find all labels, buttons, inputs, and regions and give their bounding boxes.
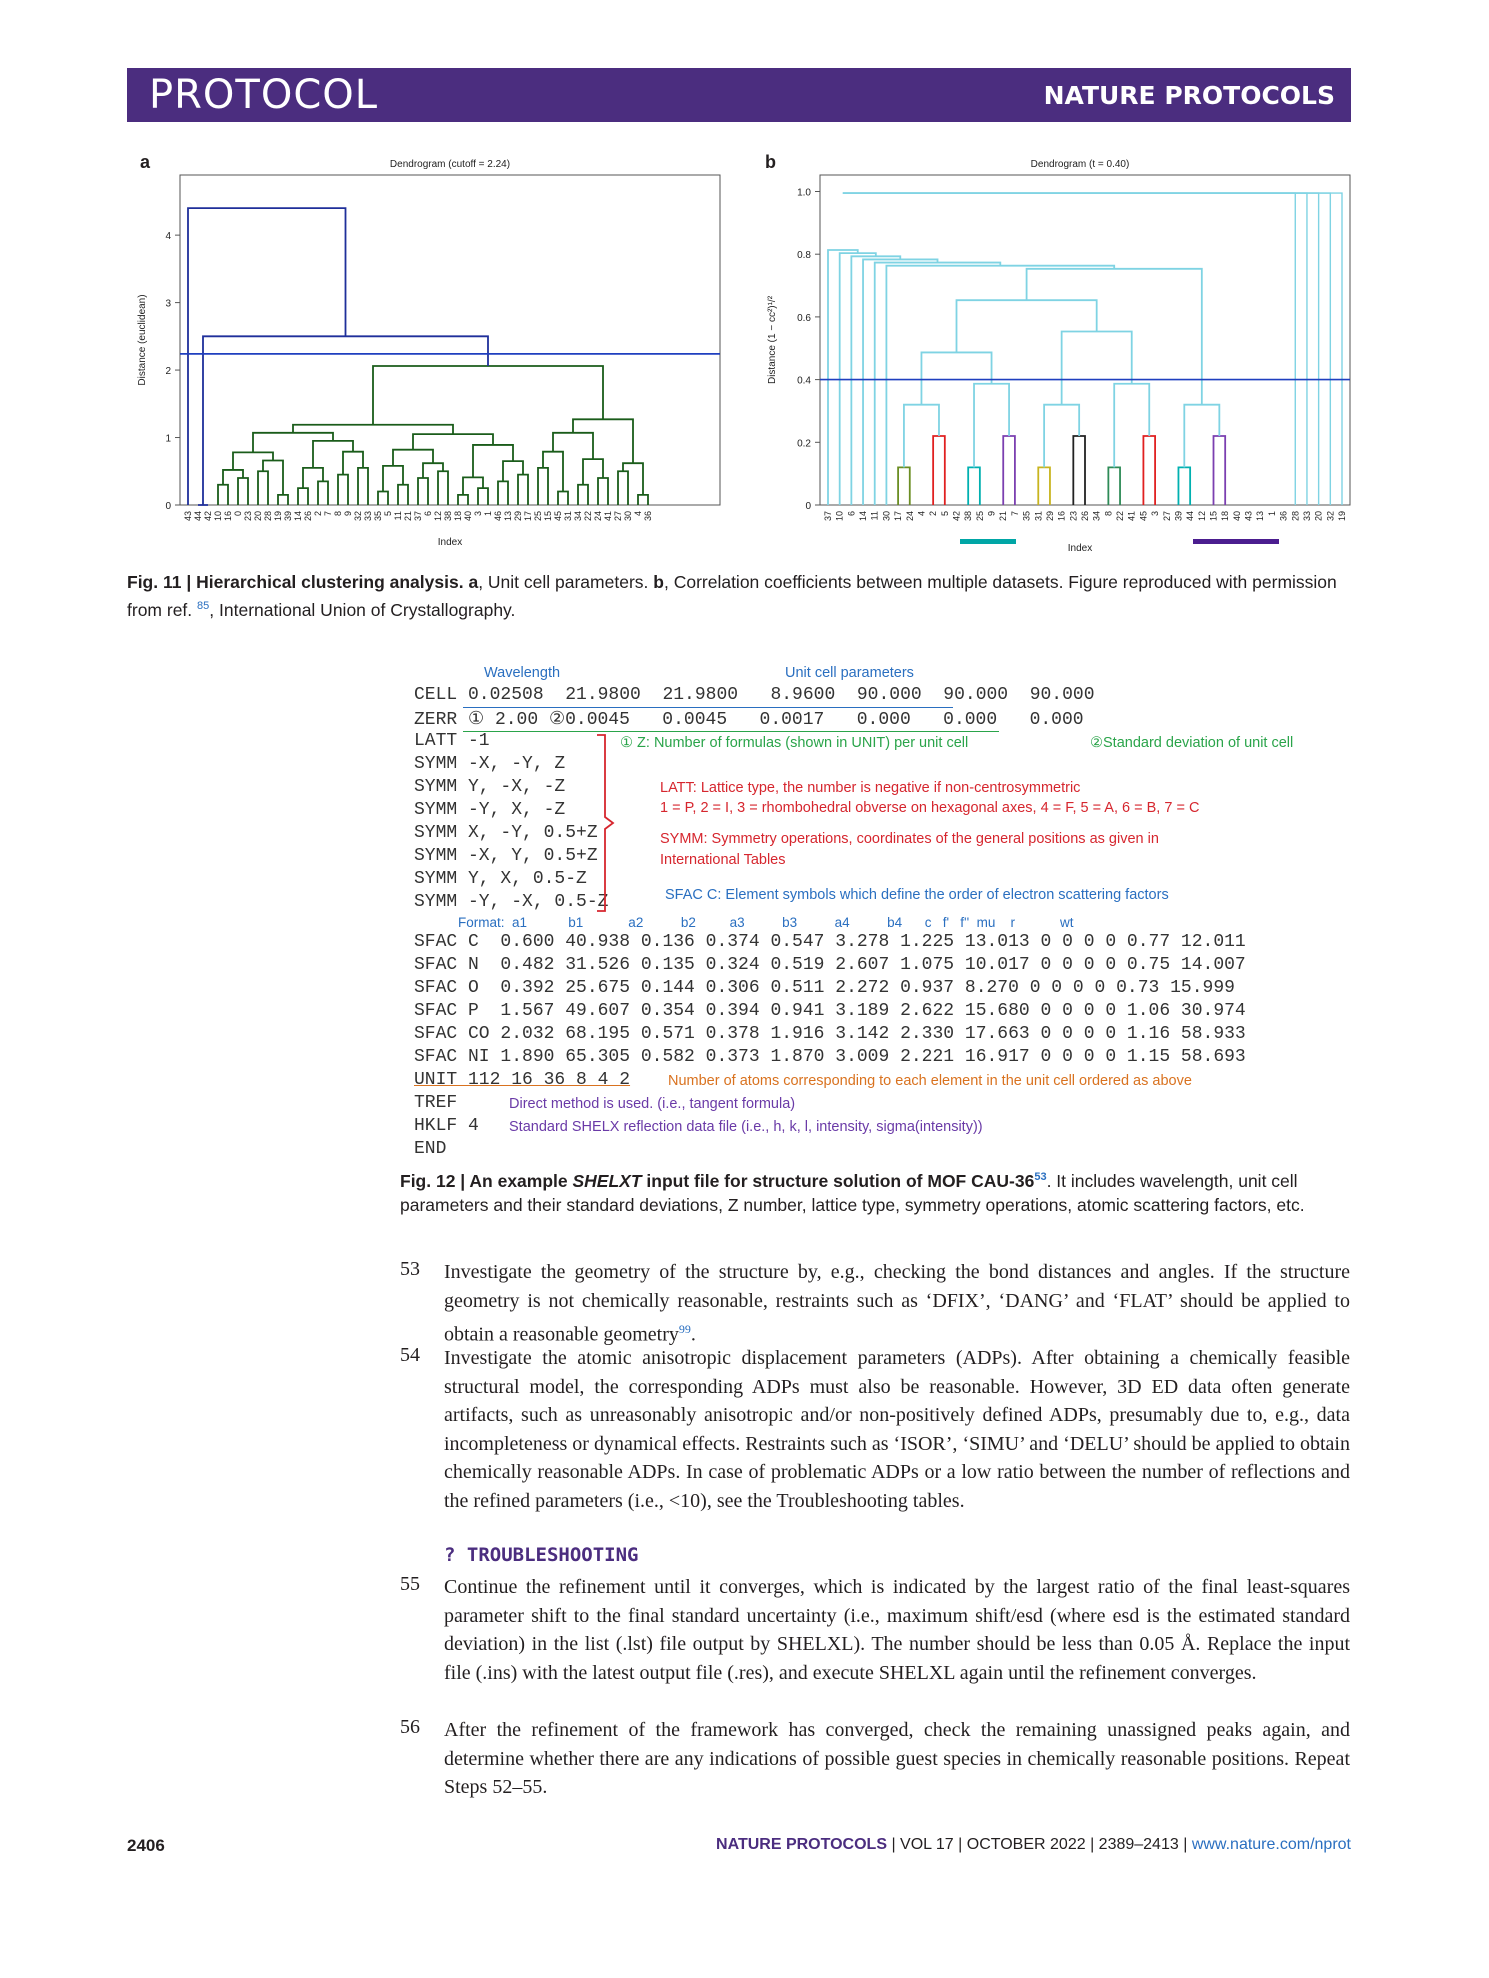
leaf-label: 24 <box>904 511 915 522</box>
y-tick-label: 0.4 <box>797 375 811 387</box>
y-tick-label: 2 <box>165 366 171 378</box>
leaf-label: 9 <box>343 511 353 517</box>
dendro-link <box>598 478 608 505</box>
dendro-link <box>378 492 388 505</box>
dendro-link <box>578 485 588 505</box>
dendro-link <box>933 436 945 505</box>
dendro-link <box>843 193 1319 505</box>
dendro-link <box>538 468 548 505</box>
fig11-caption <box>127 570 1351 622</box>
symm-line-5: SYMM -X, Y, 0.5+Z <box>414 846 598 866</box>
step-53-text <box>444 1258 1350 1349</box>
leaf-label: 37 <box>413 511 423 522</box>
leaf-label: 18 <box>1220 511 1231 522</box>
leaf-label: 11 <box>393 511 403 521</box>
dendro-link <box>258 471 268 505</box>
leaf-label: 40 <box>463 511 473 522</box>
dendro-link <box>638 495 648 505</box>
fig12-caption-label: Fig. 12 | An example <box>400 1170 573 1191</box>
tref-line: TREF <box>414 1093 458 1113</box>
leaf-label: 44 <box>1185 511 1196 522</box>
step-53-body: Investigate the geometry of the structure by, e.g., checking the bond distances and angles. If the structure geometry is not chemically reasonable, restraints such as ‘DFIX’, ‘DANG’ and ‘FLAT’ should be applied to obtain a reasonable geometry <box>444 1261 1350 1346</box>
footer-url[interactable]: www.nature.com/nprot <box>1191 1836 1351 1853</box>
dendro-link <box>438 471 448 505</box>
step-54-text: Investigate the atomic anisotropic displacement parameters (ADPs). After obtaining a chemically feasible structural model, the corresponding ADPs must also be reasonable. However, 3D ED data often generate artifacts, such as unreasonably anisotropic and/or non-positively defined ADPs, presumably due to, e.g., data incompleteness or dynamical effects. Restraints such as ‘ISOR’, ‘SIMU’ and ‘DELU’ should be applied to obtain chemically reasonable ADPs. In case of problematic ADPs or a low ratio between the number of reflections and the refined parameters (i.e., <10), see the Troubleshooting tables. <box>444 1347 1350 1512</box>
dendro-link <box>238 478 248 505</box>
dendro-link <box>1214 436 1226 505</box>
sfac-line-n: SFAC N 0.482 31.526 0.135 0.324 0.519 2.607 1.075 10.017 0 0 0 0 0.75 14.007 <box>414 955 1246 975</box>
footer-citation <box>716 1836 1351 1854</box>
leaf-label: 10 <box>834 511 845 522</box>
leaf-label: 36 <box>1278 511 1289 522</box>
dendro-link <box>573 419 633 463</box>
leaf-label: 19 <box>273 511 283 522</box>
step-54-number: 54 <box>400 1344 420 1366</box>
dendro-link <box>318 481 328 505</box>
dendro-link <box>338 475 348 505</box>
leaf-label: 29 <box>1044 511 1055 522</box>
leaf-label: 15 <box>543 511 553 522</box>
leaf-label: 4 <box>916 511 927 517</box>
leaf-label: 34 <box>573 511 583 522</box>
annot-sfac: SFAC C: Element symbols which define the order of electron scattering factors <box>665 887 1169 903</box>
fig12-caption-label2: input file for structure solution of MOF CAU-36 <box>641 1170 1035 1191</box>
fig11-caption-a: a <box>468 572 479 592</box>
leaf-label: 3 <box>473 511 483 517</box>
dendro-link <box>383 466 403 492</box>
leaf-label: 33 <box>363 511 373 522</box>
annot-latt-2: 1 = P, 2 = I, 3 = rhombohedral obverse on hexagonal axes, 4 = F, 5 = A, 6 = B, 7 = C <box>660 800 1200 816</box>
dendro-link <box>298 488 308 505</box>
footer-journal: NATURE PROTOCOLS <box>716 1836 887 1853</box>
leaf-label: 39 <box>283 511 293 522</box>
leaf-label: 20 <box>253 511 263 522</box>
dendro-link <box>413 434 493 450</box>
leaf-label: 30 <box>623 511 633 522</box>
y-tick-label: 3 <box>165 298 171 310</box>
dendro-link <box>828 250 858 505</box>
dendro-link <box>358 468 368 505</box>
zerr-line: ZERR ① 2.00 ②0.0045 0.0045 0.0017 0.000 0.000 0.000 <box>414 710 1084 730</box>
panel-label-a: a <box>140 152 151 172</box>
leaf-label: 31 <box>563 511 573 522</box>
annot-z: ① Z: Number of formulas (shown in UNIT) per unit cell <box>620 735 969 751</box>
leaf-label: 32 <box>353 511 363 522</box>
symm-line-4: SYMM X, -Y, 0.5+Z <box>414 823 598 843</box>
leaf-label: 1 <box>483 511 493 517</box>
dendro-link <box>543 452 563 492</box>
cluster-bar-teal <box>960 539 1016 544</box>
leaf-label: 17 <box>523 511 533 522</box>
dendro-link <box>398 485 408 505</box>
fig11-caption-label: Fig. 11 | Hierarchical clustering analysis. <box>127 572 464 592</box>
dendro-link <box>478 488 488 505</box>
dendro-link <box>843 193 1295 505</box>
leaf-label: 26 <box>1080 511 1090 522</box>
chart-b-title: Dendrogram (t = 0.40) <box>1030 159 1130 170</box>
leaf-label: 10 <box>213 511 223 522</box>
leaf-label: 16 <box>1056 511 1067 522</box>
leaf-label: 12 <box>433 511 443 522</box>
dendro-link <box>851 256 900 505</box>
leaf-label: 0 <box>233 511 243 517</box>
leaf-label: 41 <box>603 511 613 522</box>
dendro-link <box>921 352 991 404</box>
chart-a-ylabel: Distance (euclidean) <box>137 294 148 386</box>
leaf-label: 37 <box>823 511 833 522</box>
dendro-link <box>518 475 528 505</box>
dendro-link <box>303 468 323 488</box>
leaf-label: 8 <box>1103 511 1114 517</box>
hklf-line: HKLF 4 <box>414 1116 479 1136</box>
dendrogram-a <box>130 155 730 550</box>
leaf-label: 5 <box>383 511 393 517</box>
symm-line-3: SYMM -Y, X, -Z <box>414 800 566 820</box>
dendro-link <box>418 478 428 505</box>
leaf-label: 28 <box>1290 511 1301 522</box>
leaf-label: 12 <box>1196 511 1207 522</box>
leaf-label: 23 <box>243 511 253 522</box>
y-tick-label: 1 <box>165 433 171 445</box>
leaf-label: 8 <box>333 511 343 517</box>
fig11-caption-text2: , Correlation coefficients between multiple datasets. Figure reproduced with permission from ref. <box>127 572 1337 620</box>
leaf-label: 5 <box>939 511 950 517</box>
annot-symm-1: SYMM: Symmetry operations, coordinates of the general positions as given in <box>660 831 1159 847</box>
leaf-label: 9 <box>986 511 997 517</box>
dendro-link <box>253 433 333 453</box>
shelxt-input-figure <box>400 665 1350 1185</box>
leaf-label: 46 <box>493 511 503 522</box>
fig12-caption-ref: 53 <box>1034 1171 1047 1183</box>
step-55-number: 55 <box>400 1573 420 1595</box>
dendro-link <box>278 495 288 505</box>
y-tick-label: 0.8 <box>797 250 811 262</box>
leaf-label: 35 <box>373 511 383 522</box>
y-tick-label: 0.2 <box>797 438 811 450</box>
dendro-link <box>458 495 468 505</box>
dendro-link <box>263 460 283 494</box>
leaf-label: 13 <box>1255 511 1266 522</box>
leaf-label: 26 <box>303 511 313 522</box>
chart-a-frame <box>180 175 720 505</box>
leaf-label: 19 <box>1337 511 1347 522</box>
unit-line: UNIT 112 16 36 8 4 2 <box>414 1070 631 1090</box>
leaf-label: 39 <box>1173 511 1184 522</box>
leaf-label: 13 <box>503 511 513 522</box>
dendro-link <box>1108 467 1120 505</box>
annot-cell: Unit cell parameters <box>785 665 914 681</box>
annot-sd: ②Standard deviation of unit cell <box>1090 735 1294 751</box>
leaf-label: 17 <box>893 511 904 522</box>
annot-tref: Direct method is used. (i.e., tangent formula) <box>509 1096 796 1112</box>
dendro-link <box>1073 436 1085 505</box>
format-line: Format: a1 b1 a2 b2 a3 b3 a4 b4 c f' f'' mu r wt <box>458 915 1074 930</box>
dendro-link <box>1062 332 1132 405</box>
footer-volume: | VOL 17 | OCTOBER 2022 | 2389–2413 | <box>891 1836 1188 1853</box>
leaf-label: 20 <box>1313 511 1324 522</box>
cell-line: CELL 0.02508 21.9800 21.9800 8.9600 90.000 90.000 90.000 <box>414 685 1095 705</box>
dendro-link <box>1003 436 1015 505</box>
leaf-label: 33 <box>1301 511 1312 522</box>
leaf-label: 1 <box>1266 511 1277 517</box>
panel-label-b: b <box>765 152 776 172</box>
fig11-caption-ref: 85 <box>197 600 210 612</box>
fig11-caption-text3: , International Union of Crystallography. <box>209 599 516 620</box>
dendro-link <box>1038 467 1050 505</box>
step-56-text: After the refinement of the framework has converged, check the remaining unassigned peaks again, and determine whether there are any indications of possible guest species in chemically reasonable positions. Repeat Steps 52–55. <box>444 1719 1350 1798</box>
dendro-link <box>553 433 593 459</box>
dendro-link <box>898 467 910 505</box>
leaf-label: 29 <box>513 511 523 522</box>
leaf-label: 22 <box>1115 511 1126 522</box>
dendro-link <box>498 481 508 505</box>
cluster-bar-purple <box>1193 539 1279 544</box>
dendro-link <box>218 485 228 505</box>
leaf-label: 21 <box>403 511 413 522</box>
page-header-bar <box>127 68 1351 122</box>
dendro-link <box>463 477 483 495</box>
troubleshooting-link[interactable]: ? TROUBLESHOOTING <box>444 1544 639 1566</box>
leaf-label: 21 <box>998 511 1009 522</box>
leaf-label: 40 <box>1231 511 1242 522</box>
step-53-tail: . <box>690 1323 696 1346</box>
annot-hklf: Standard SHELX reflection data file (i.e., h, k, l, intensity, sigma(intensity)) <box>509 1119 983 1135</box>
leaf-label: 44 <box>193 511 203 522</box>
annot-unit: Number of atoms corresponding to each element in the unit cell ordered as above <box>668 1073 1192 1089</box>
sfac-line-co: SFAC CO 2.032 68.195 0.571 0.378 1.916 3.142 2.330 17.663 0 0 0 0 1.16 58.933 <box>414 1024 1246 1044</box>
annot-symm-2: International Tables <box>660 852 786 868</box>
dendro-link <box>203 336 488 505</box>
leaf-label: 25 <box>533 511 543 522</box>
chart-a-xlabel: Index <box>437 537 463 548</box>
sfac-line-o: SFAC O 0.392 25.675 0.144 0.306 0.511 2.272 0.937 8.270 0 0 0 0 0.73 15.999 <box>414 978 1235 998</box>
leaf-label: 38 <box>963 511 974 522</box>
leaf-label: 14 <box>858 511 869 522</box>
dendro-link <box>503 461 523 481</box>
sfac-line-p: SFAC P 1.567 49.607 0.354 0.394 0.941 3.189 2.622 15.680 0 0 0 0 1.06 30.974 <box>414 1001 1246 1021</box>
journal-name: NATURE PROTOCOLS <box>1043 81 1335 110</box>
chart-b-ylabel: Distance (1 − cc²)¹/² <box>767 295 778 385</box>
dendro-link <box>313 441 353 468</box>
step-53-ref: 99 <box>678 1322 691 1336</box>
leaf-label: 45 <box>553 511 563 522</box>
symm-line-7: SYMM -Y, -X, 0.5-Z <box>414 892 609 912</box>
leaf-label: 15 <box>1208 511 1219 522</box>
symm-line-1: SYMM -X, -Y, Z <box>414 754 566 774</box>
step-56-number: 56 <box>400 1716 420 1738</box>
fig11-caption-text1: , Unit cell parameters. <box>478 572 649 592</box>
leaf-label: 41 <box>1126 511 1137 522</box>
leaf-label: 7 <box>1009 511 1020 517</box>
leaf-label: 42 <box>951 511 962 522</box>
dendro-link <box>618 471 628 505</box>
leaf-label: 42 <box>203 511 213 522</box>
leaf-label: 31 <box>1033 511 1044 522</box>
sfac-line-ni: SFAC NI 1.890 65.305 0.582 0.373 1.870 3.009 2.221 16.917 0 0 0 0 1.15 58.693 <box>414 1047 1246 1067</box>
leaf-label: 43 <box>183 511 193 522</box>
leaf-label: 35 <box>1021 511 1032 522</box>
fig11-caption-b: b <box>653 572 664 592</box>
leaf-label: 25 <box>974 511 985 522</box>
leaf-label: 36 <box>643 511 653 522</box>
leaf-label: 4 <box>633 511 643 517</box>
page-number: 2406 <box>127 1836 165 1855</box>
annot-wavelength: Wavelength <box>484 665 561 681</box>
dendro-link <box>583 459 603 485</box>
leaf-label: 24 <box>593 511 603 522</box>
sfac-line-c: SFAC C 0.600 40.938 0.136 0.374 0.547 3.278 1.225 13.013 0 0 0 0 0.77 12.011 <box>414 932 1246 952</box>
symm-line-2: SYMM Y, -X, -Z <box>414 777 566 797</box>
dendro-link <box>843 193 1330 505</box>
dendro-link <box>968 467 980 505</box>
dendro-link <box>957 300 1097 352</box>
y-tick-label: 0 <box>805 501 811 512</box>
leaf-label: 45 <box>1138 511 1149 522</box>
leaf-label: 6 <box>846 511 857 517</box>
step-53-number: 53 <box>400 1258 420 1280</box>
leaf-label: 16 <box>223 511 233 522</box>
dendro-link <box>558 492 568 505</box>
annot-latt-1: LATT: Lattice type, the number is negative if non-centrosymmetric <box>660 780 1081 796</box>
fig12-caption-italic: SHELXT <box>572 1170 642 1191</box>
dendro-link <box>1178 467 1190 505</box>
chart-a-title: Dendrogram (cutoff = 2.24) <box>389 159 511 170</box>
leaf-label: 7 <box>323 511 333 517</box>
leaf-label: 18 <box>453 511 463 522</box>
y-tick-label: 0.6 <box>797 312 811 324</box>
leaf-label: 22 <box>583 511 593 522</box>
dendro-link <box>843 193 1342 505</box>
leaf-label: 43 <box>1243 511 1254 522</box>
latt-symm-bracket <box>595 733 617 915</box>
section-label: PROTOCOL <box>149 72 379 118</box>
y-tick-label: 0 <box>165 501 171 512</box>
latt-line: LATT -1 <box>414 731 490 751</box>
y-tick-label: 1.0 <box>797 187 811 199</box>
symm-line-6: SYMM Y, X, 0.5-Z <box>414 869 587 889</box>
leaf-label: 2 <box>313 511 323 517</box>
chart-b-xlabel: Index <box>1067 543 1093 554</box>
leaf-label: 30 <box>881 511 892 522</box>
leaf-label: 27 <box>613 511 623 522</box>
dendro-link <box>623 463 643 495</box>
zerr-underline-green <box>463 731 999 732</box>
leaf-label: 11 <box>869 511 880 521</box>
end-line: END <box>414 1139 447 1159</box>
dendro-link <box>1143 436 1155 505</box>
leaf-label: 14 <box>293 511 303 522</box>
fig12-caption <box>400 1165 1350 1217</box>
dendro-link <box>343 452 363 475</box>
leaf-label: 34 <box>1091 511 1102 522</box>
dendrogram-b <box>760 155 1355 555</box>
leaf-label: 27 <box>1161 511 1172 522</box>
dendro-link <box>373 366 603 425</box>
leaf-label: 6 <box>423 511 433 517</box>
leaf-label: 3 <box>1150 511 1161 517</box>
leaf-label: 2 <box>928 511 939 517</box>
leaf-label: 23 <box>1068 511 1079 522</box>
fig12-caption-text: . It includes wavelength, unit cell parameters and their standard deviations, Z number, lattice type, symmetry operations, atomic scattering factors, etc. <box>400 1170 1305 1215</box>
step-55-text: Continue the refinement until it converges, which is indicated by the largest ratio of the final least-squares parameter shift to the final standard uncertainty (i.e., maximum shift/esd (where esd is the estimated standard deviation) in the list (.lst) file output by SHELXL). The number should be less than 0.05 Å. Replace the input file (.ins) with the latest output file (.res), and execute SHELXL again until the refinement converges. <box>444 1576 1350 1684</box>
y-tick-label: 4 <box>165 231 171 243</box>
leaf-label: 28 <box>263 511 273 522</box>
leaf-label: 38 <box>443 511 453 522</box>
leaf-label: 32 <box>1325 511 1336 522</box>
dendro-link <box>843 193 1307 505</box>
